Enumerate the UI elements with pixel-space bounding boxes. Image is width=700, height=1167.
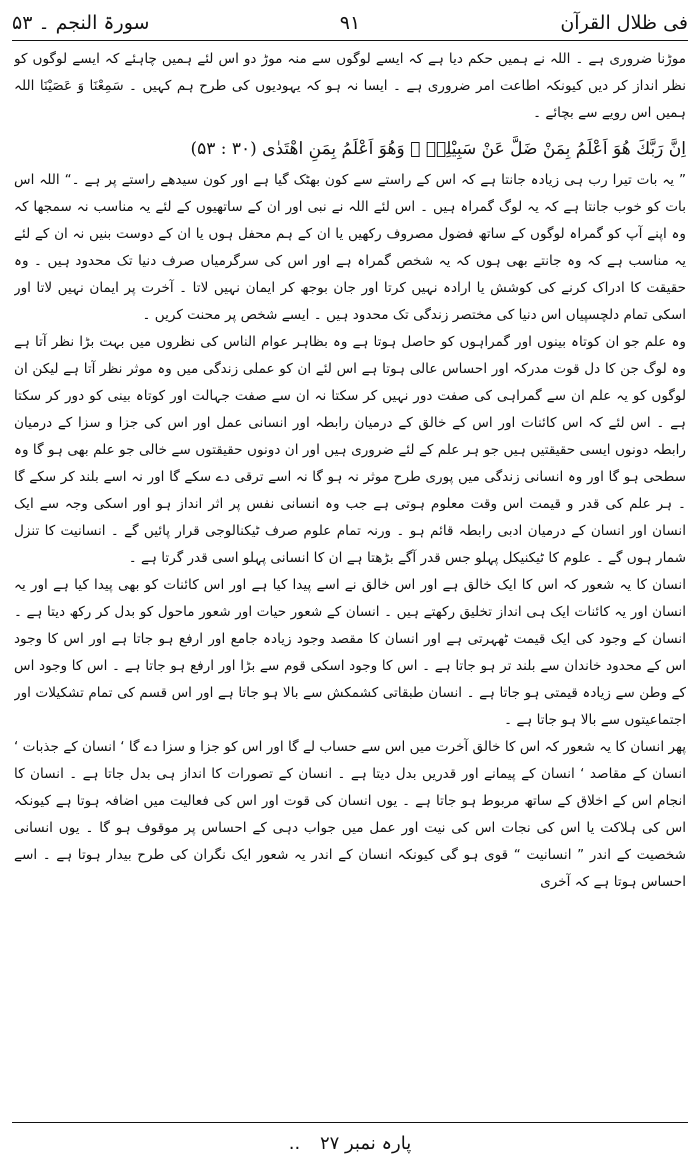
footer-divider [12,1122,688,1123]
verse-arabic: اِنَّ رَبَّكَ هُوَ اَعْلَمُ بِمَنْ ضَلَّ عَنْ سَبِيْلِهٖ ۙ وَهُوَ اَعْلَمُ بِمَنِ اهْتَدٰى [262,139,686,159]
header-divider [12,40,688,41]
para-number: پارہ نمبر ۲۷ [319,1133,412,1154]
paragraph: وہ علم جو ان کوتاہ بینوں اور گمراہوں کو حاصل ہوتا ہے وہ بظاہر عوام الناس کی نظروں میں بہت بڑا نظر آتا ہے وہ لوگ جن کا دل قوت مدرکہ اور احساس عالی ہوتا ہے اس لئے ان کو عملی زندگی میں وہ موثر نظر آتا ہے لیکن ان لوگوں کو یہ علم ان سے گمراہی کی صفت دور نہیں کر سکتا نہ ان سے صفت جہالت اور کوتاہ بینی کو دور کر سکتا ہے ۔ اس لئے کہ اس کائنات اور اس کے خالق کے درمیان رابطہ اور انسانی عمل اور اس کی جزا و سزا کے درمیان رابطہ دونوں ایسی حقیقتیں ہیں جو ہر علم کے لئے ضروری ہیں اور ان دونوں حقیقتوں سے خالی جو علم بھی ہو گا وہ سطحی ہو گا اور وہ انسانی زندگی میں پوری طرح موثر نہ ہو گا نہ اسے ترقی دے سکے گا اور نہ اسے بلند کر سکے گا ۔ ہر علم کی قدر و قیمت اس وقت معلوم ہوتی ہے جب وہ انسانی نفس پر اثر انداز ہو اور اسکی وجہ سے ایک انسان اور انسان کے درمیان ادبی رابطہ قائم ہو ۔ ورنہ تمام علوم صرف ٹیکنالوجی قرار پائیں گے ۔ انسانیت کا تنزل شمار ہوں گے ۔ علوم کا ٹیکنیکل پہلو جس قدر آگے بڑھتا ہے ان کا انسانی پہلو اسی قدر گرتا ہے ۔ [14,334,686,566]
paragraph: موڑنا ضروری ہے ۔ اللہ نے ہمیں حکم دیا ہے کہ ایسے لوگوں سے منہ موڑ دو اس لئے ہمیں چاہئے کہ ایسے لوگوں کو نظر انداز کر دیں کیونکہ اطاعت امر ضروری ہے ۔ ایسا نہ ہو کہ یہودیوں کی طرح ہم کہیں ۔ سَمِعْنَا وَ عَصَيْنَا اللہ ہمیں اس رویے سے بچائے ۔ [14,51,686,121]
page-body [14,46,686,1112]
page-footer [0,1126,700,1162]
paragraph: ” یہ بات تیرا رب ہی زیادہ جانتا ہے کہ اس کے راستے سے کون بھٹک گیا ہے اور کون سیدھے راستے پر ہے ۔“ اللہ اس بات کو خوب جانتا ہے کہ یہ لوگ گمراہ ہیں ۔ اس لئے اللہ نے نبی اور ان کے ساتھیوں کے لئے یہ مناسب نہ سمجھا کہ وہ اپنے آپ کو گمراہ لوگوں کے ساتھ فضول مصروف رکھیں یا ان کے ہم محفل ہوں یا ان کے دوست بنیں نہ ان کے لئے یہ مناسب ہے کہ وہ جانتے بھی ہوں کہ یہ شخص گمراہ ہے اور اس کی سرگرمیاں صرف دنیا تک محدود ہیں ۔ وہ حقیقت کا ادراک کرنے کی کوشش یا ارادہ نہیں کرتا اور جان بوجھ کر ایمان نہیں لاتا ۔ آخرت پر ایمان نہیں لاتا اور اسکی تمام دلچسپیاں اس دنیا کی مختصر زندگی تک محدود ہیں ۔ ایسے شخص پر محنت کریں ۔ [14,172,686,323]
paragraph: انسان کا یہ شعور کہ اس کا ایک خالق ہے اور اس خالق نے اسے پیدا کیا ہے اور اس کائنات کو بھی پیدا کیا ہے اور یہ انسان اور یہ کائنات ایک ہی انداز تخلیق رکھتے ہیں ۔ انسان کے شعور حیات اور شعور ماحول کو بدل کر رکھ دیتا ہے ۔ انسان کے وجود کی ایک قیمت ٹھہرتی ہے اور انسان کا مقصد وجود زیادہ جامع اور ارفع ہو جاتا ہے اور اس کا وجود اس کے محدود خاندان سے بلند تر ہو جاتا ہے ۔ اس کا وجود اسکی قوم سے بڑا اور ارفع ہو جاتا ہے ۔ اس کا وجود اس کے وطن سے زیادہ قیمتی ہو جاتا ہے ۔ انسان طبقاتی کشمکش سے بالا ہو جاتا ہے اور اس قسم کی تمام تشکیلات اور اجتماعیتوں سے بالا ہو جاتا ہے ۔ [14,577,686,728]
page-number: ۹۱ [339,12,361,34]
page-header [12,6,688,40]
footer-dots: .. [288,1133,301,1154]
verse-reference: (۵۳ : ۳۰) [190,139,257,159]
surah-label: سورۃ النجم ۔ ۵۳ [12,12,150,34]
paragraph: پھر انسان کا یہ شعور کہ اس کا خالق آخرت میں اس سے حساب لے گا اور اس کو جزا و سزا دے گا ‘ انسان کے جذبات ‘ انسان کے مقاصد ‘ انسان کے پیمانے اور قدریں بدل دیتا ہے ۔ انسان کے تصورات کا انداز ہی بدل جاتا ہے ۔ انسان کا انجام اس کے اخلاق کے ساتھ مربوط ہو جاتا ہے ۔ یوں انسان کی قوت اور اس کی فعالیت میں اضافہ ہوتا ہے کیونکہ اس کی ہلاکت یا اس کی نجات اس کی نیت اور عمل میں جواب دہی کے احساس پر موقوف ہو گا ۔ یوں انسانی شخصیت کے اندر ” انسانیت “ قوی ہو گی کیونکہ انسان کے اندر یہ شعور ایک نگران کی طرح بیدار ہوتا ہے ۔ اسے احساس ہوتا ہے کہ آخری [14,739,686,890]
quran-verse [14,131,686,167]
book-title: فی ظلال القرآن [560,12,688,34]
